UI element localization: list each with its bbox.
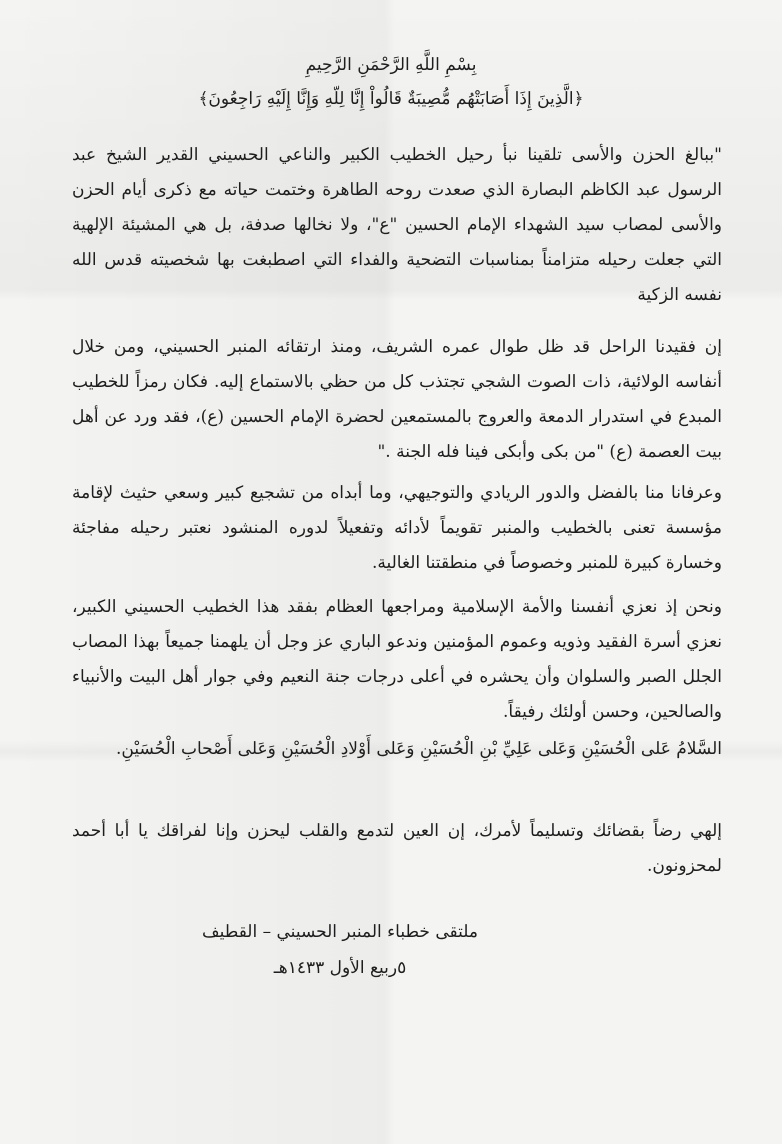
condolence-paragraph-4: ونحن إذ نعزي أنفسنا والأمة الإسلامية ومراجعها العظام بفقد هذا الخطيب الحسيني الكبير، نعزي أسرة الفقيد وذويه وعموم المؤمنين وندعو الباري عز وجل أن يلهمنا جميعاً بهذا المصاب الجلل الصبر والسلوان وأن يحشره في أعلى درجات جنة النعيم وفي جوار أهل البيت والأنبياء والصالحين، وحسن أولئك رفيقاً.	[72, 597, 722, 722]
quran-verse: ﴿الَّذِينَ إِذَا أَصَابَتْهُم مُّصِيبَةٌ قَالُواْ إِنَّا لِلّهِ وَإِنَّا إِلَيْهِ رَاجِعُونَ﴾	[198, 89, 584, 109]
basmala-heading: بِسْمِ اللَّهِ الرَّحْمَنِ الرَّحِيمِ	[305, 55, 477, 75]
condolence-paragraph-3: وعرفانا منا بالفضل والدور الريادي والتوجيهي، وما أبداه من تشجيع كبير وسعي حثيث لإقامة مؤسسة تعنى بالخطيب والمنبر تقويماً لأدائه وتفعيلاً لدوره المنشود نعتبر رحيله مفاجئة وخسارة كبيرة للمنبر وخصوصاً في منطقتنا الغالية.	[72, 483, 722, 573]
date-line: ٥ربيع الأول ١٤٣٣هـ	[273, 958, 407, 978]
condolence-paragraph-1: "ببالغ الحزن والأسى تلقينا نبأ رحيل الخطيب الكبير والناعي الحسيني القدير الشيخ عبد الرسول عبد الكاظم البصارة الذي صعدت روحه الطاهرة وختمت حياته مع ذكرى أيام الحزن والأسى لمصاب سيد الشهداء الإمام الحسين "ع"، ولا نخالها صدفة، بل هي المشيئة الإلهية التي جعلت رحيله متزامناً بمناسبات التضحية والفداء التي اصطبغت بها شخصيته قدس الله نفسه الزكية	[72, 145, 722, 305]
closing-prayer-paragraph: إلهي رضاً بقضائك وتسليماً لأمرك، إن العين لتدمع والقلب ليحزن وإنا لفراقك يا أبا أحمد لمحزونون.	[72, 821, 722, 876]
signature-line: ملتقى خطباء المنبر الحسيني – القطيف	[202, 922, 478, 942]
salutation-paragraph: السَّلامُ عَلى الْحُسَيْنِ وَعَلى عَلِيِّ بْنِ الْحُسَيْنِ وَعَلى أَوْلادِ الْحُسَيْنِ وَعَلى أَصْحابِ الْحُسَيْنِ.	[116, 739, 722, 759]
condolence-paragraph-2: إن فقيدنا الراحل قد ظل طوال عمره الشريف، ومنذ ارتقائه المنبر الحسيني، ومن خلال أنفاسه الولائية، ذات الصوت الشجي تجتذب كل من حظي بالاستماع إليه. فكان رمزاً للخطيب المبدع في استدرار الدمعة والعروج بالمستمعين لحضرة الإمام الحسين (ع)، فقد ورد عن أهل بيت العصمة (ع) "من بكى وأبكى فينا فله الجنة ."	[72, 337, 722, 462]
